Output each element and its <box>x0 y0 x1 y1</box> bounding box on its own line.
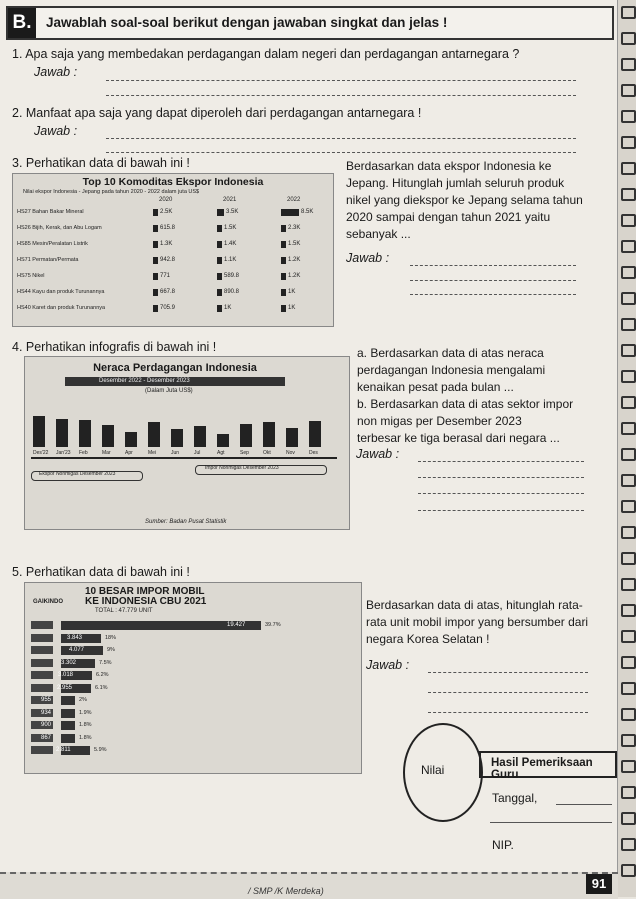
import-percent-label: 6.2% <box>96 672 109 678</box>
spiral-loop <box>621 162 636 175</box>
q4-jawab-label: Jawab : <box>356 447 400 461</box>
import-value-label: 955 <box>41 697 52 703</box>
import-value-label: 19.427 <box>227 622 246 628</box>
commodity-name: HS71 Permatan/Permata <box>17 257 79 263</box>
trade-balance-bar <box>79 420 91 447</box>
q4-answer-line-4[interactable] <box>418 510 584 511</box>
q2-answer-line-2[interactable] <box>106 152 576 153</box>
country-flag-icon <box>31 746 53 754</box>
month-label: Nov <box>286 450 295 456</box>
trade-balance-bar <box>171 429 183 447</box>
month-label: Okt <box>263 450 271 456</box>
description-line: kenaikan pesat pada bulan ... <box>357 380 514 394</box>
q2-jawab-label: Jawab : <box>34 124 78 138</box>
q5-answer-line-3[interactable] <box>428 712 588 713</box>
q4-answer-line-1[interactable] <box>418 461 584 462</box>
commodity-name: HS75 Nikel <box>17 273 45 279</box>
month-label: Des'22 <box>33 450 49 456</box>
description-line: non migas per Desember 2023 <box>357 414 522 428</box>
month-label: Mei <box>148 450 157 456</box>
q4-answer-line-2[interactable] <box>418 477 584 478</box>
teacher-check-title: Hasil Pemeriksaan Guru <box>491 757 593 781</box>
import-percent-label: 7.5% <box>99 659 112 666</box>
trade-balance-bar <box>194 426 206 447</box>
export-bar <box>153 273 158 280</box>
spiral-loop <box>621 344 636 357</box>
figure-title: Top 10 Komoditas Ekspor Indonesia <box>82 176 264 188</box>
tanggal-label: Tanggal, <box>492 791 538 805</box>
commodity-name: HS40 Karet dan produk Turunannya <box>17 305 106 311</box>
export-bar <box>281 225 286 232</box>
question-2: 2. Manfaat apa saja yang dapat diperoleh dari perdagangan antarnegara ! <box>12 106 422 120</box>
spiral-loop <box>621 188 636 201</box>
q3-answer-line-2[interactable] <box>410 280 576 281</box>
import-percent-label: 1.9% <box>79 709 92 716</box>
import-percent-label: 39.7% <box>265 622 281 628</box>
figure-title: Neraca Perdagangan Indonesia <box>93 362 257 374</box>
description-line: terbesar ke tiga berasal dari negara ... <box>357 431 560 445</box>
country-flag-icon <box>31 634 53 642</box>
import-value-label: 3.843 <box>67 634 83 641</box>
description-line: rata unit mobil impor yang bersumber dari <box>366 615 589 629</box>
commodity-name: HS26 Bijih, Kerak, dan Abu Logam <box>17 225 102 231</box>
trade-balance-bar <box>217 434 229 447</box>
import-value-label: 2.955 <box>57 684 73 691</box>
month-label: Apr <box>125 450 133 456</box>
page-number: 91 <box>586 874 612 894</box>
country-flag-icon <box>31 646 53 654</box>
spiral-loop <box>621 370 636 383</box>
q5-answer-line-2[interactable] <box>428 692 588 693</box>
import-value-label: 2.811 <box>56 747 71 753</box>
export-bar <box>217 289 222 296</box>
import-value-label: 934 <box>41 709 52 716</box>
export-bar <box>217 225 222 232</box>
export-value-label: 667.8 <box>160 289 176 295</box>
export-bar <box>217 305 222 312</box>
spiral-loop <box>621 500 636 513</box>
spiral-loop <box>621 552 636 565</box>
year-label: 2021 <box>223 197 237 203</box>
spiral-loop <box>621 6 636 19</box>
description-line: Jepang. Hitunglah jumlah seluruh produk <box>346 176 565 190</box>
import-percent-label: 1.8% <box>79 722 92 728</box>
trade-balance-bar <box>125 432 137 447</box>
country-flag-icon <box>31 621 53 629</box>
q3-answer-line-3[interactable] <box>410 294 576 295</box>
spiral-loop <box>621 136 636 149</box>
spiral-loop <box>621 630 636 643</box>
spiral-loop <box>621 864 636 877</box>
q1-jawab-label: Jawab : <box>34 65 78 79</box>
month-label: Des <box>309 450 318 456</box>
q1-answer-line-2[interactable] <box>106 95 576 96</box>
export-bar <box>281 209 299 216</box>
nilai-label: Nilai <box>421 763 445 777</box>
month-label: Agt <box>217 450 225 456</box>
q3-answer-line-1[interactable] <box>410 265 576 266</box>
export-bar <box>217 257 222 264</box>
trade-balance-bar <box>263 422 275 447</box>
teacher-check-box <box>479 751 617 781</box>
month-label: Jan'23 <box>56 450 71 456</box>
figure-total: TOTAL : 47.779 UNIT <box>95 608 153 614</box>
month-label: Mar <box>102 450 111 456</box>
spiral-loop <box>621 292 636 305</box>
export-value-label: 1K <box>288 305 296 311</box>
month-label: Jul <box>194 450 201 456</box>
spiral-loop <box>621 708 636 721</box>
footer-text: / SMP /K Merdeka) <box>248 886 324 896</box>
export-bar <box>153 225 158 232</box>
trade-balance-bar <box>240 424 252 447</box>
description-line: sebanyak ... <box>346 227 411 241</box>
description-line: b. Berdasarkan data di atas sektor impor <box>357 397 574 411</box>
question-1: 1. Apa saja yang membedakan perdagangan dalam negeri dan perdagangan antarnegara ? <box>12 47 520 61</box>
trade-balance-bar <box>286 428 298 447</box>
description-line: Berdasarkan data di atas, hitunglah rata- <box>366 598 583 612</box>
export-value-label: 2.3K <box>288 225 301 231</box>
brand-logo: GAIKINDO <box>33 599 63 605</box>
export-value-label: 1.5K <box>224 225 237 231</box>
section-title: Jawablah soal-soal berikut dengan jawaban singkat dan jelas ! <box>46 15 448 30</box>
export-bar <box>281 257 286 264</box>
question-4: 4. Perhatikan infografis di bawah ini ! <box>12 340 217 354</box>
export-value-label: 1K <box>224 305 232 311</box>
import-percent-label: 18% <box>105 634 117 641</box>
spiral-loop <box>621 58 636 71</box>
description-line: Berdasarkan data ekspor Indonesia ke <box>346 159 552 173</box>
country-flag-icon <box>31 684 53 692</box>
description-line: nikel yang diekspor ke Jepang selama tahun <box>346 193 583 207</box>
spiral-loop <box>621 396 636 409</box>
trade-balance-infographic <box>24 356 350 530</box>
year-label: 2020 <box>159 197 173 203</box>
description-line: negara Korea Selatan ! <box>366 632 490 646</box>
spiral-loop <box>621 526 636 539</box>
country-flag-icon <box>31 659 53 667</box>
q1-answer-line-1[interactable] <box>106 80 576 81</box>
export-value-label: 1.2K <box>288 273 301 279</box>
import-percent-label: 1.8% <box>79 734 92 741</box>
spiral-loop <box>621 760 636 773</box>
export-value-label: 1.3K <box>160 241 173 247</box>
spiral-loop <box>621 318 636 331</box>
export-bar <box>281 289 286 296</box>
export-value-label: 771 <box>160 273 171 279</box>
import-bar <box>61 709 75 718</box>
description-line: perdagangan Indonesia mengalami <box>357 363 546 377</box>
month-label: Jun <box>171 450 180 456</box>
q4-answer-line-3[interactable] <box>418 493 584 494</box>
export-bar <box>153 305 158 312</box>
import-value-label: 3.018 <box>58 672 74 678</box>
description-line: a. Berdasarkan data di atas neraca <box>357 346 544 360</box>
export-value-label: 2.5K <box>160 209 173 215</box>
spiral-loop <box>621 84 636 97</box>
figure-source: Sumber: Badan Pusat Statistik <box>145 519 227 525</box>
spiral-loop <box>621 786 636 799</box>
spiral-loop <box>621 604 636 617</box>
q5-answer-line-1[interactable] <box>428 672 588 673</box>
export-bar <box>153 241 158 248</box>
import-percent-label: 6.1% <box>95 684 108 691</box>
export-value-label: 942.8 <box>160 257 176 263</box>
spiral-loop <box>621 734 636 747</box>
section-badge: B. <box>8 8 36 38</box>
spiral-loop <box>621 812 636 825</box>
import-percent-label: 9% <box>107 647 115 653</box>
month-label: Sep <box>240 450 249 456</box>
spiral-loop <box>621 448 636 461</box>
export-bar <box>153 209 158 216</box>
import-value-label: 3.302 <box>61 659 77 666</box>
question-3: 3. Perhatikan data di bawah ini ! <box>12 156 190 170</box>
q2-answer-line-1[interactable] <box>106 138 576 139</box>
export-bar <box>217 241 222 248</box>
spiral-loop <box>621 578 636 591</box>
spiral-loop <box>621 240 636 253</box>
import-value-label: 900 <box>41 722 52 728</box>
question-5: 5. Perhatikan data di bawah ini ! <box>12 565 190 579</box>
country-flag-icon <box>31 671 53 679</box>
export-value-label: 615.8 <box>160 225 176 231</box>
import-bar <box>61 696 75 705</box>
import-percent-label: 2% <box>79 697 87 703</box>
import-percent-label: 5.9% <box>94 747 107 753</box>
export-value-label: 705.9 <box>160 305 176 311</box>
trade-balance-bar <box>148 422 160 447</box>
import-value-label: 867 <box>41 734 52 741</box>
q5-jawab-label: Jawab : <box>366 658 410 672</box>
nip-label: NIP. <box>492 838 514 852</box>
export-commodity-figure <box>12 173 334 327</box>
car-import-figure <box>24 582 362 774</box>
commodity-name: HS27 Bahan Bakar Mineral <box>17 209 84 215</box>
spiral-loop <box>621 266 636 279</box>
year-label: 2022 <box>287 197 301 203</box>
figure-title-2: KE INDONESIA CBU 2021 <box>85 596 207 607</box>
import-value-label: 4.077 <box>69 647 85 653</box>
spiral-loop <box>621 656 636 669</box>
export-bar <box>281 305 286 312</box>
export-bar <box>153 289 158 296</box>
section-header <box>6 6 614 40</box>
spiral-loop <box>621 838 636 851</box>
signature-line[interactable] <box>490 822 612 823</box>
spiral-loop <box>621 214 636 227</box>
commodity-name: HS44 Kayu dan produk Turunannya <box>17 289 105 295</box>
import-bar <box>61 721 75 730</box>
spiral-loop <box>621 32 636 45</box>
trade-balance-bar <box>309 421 321 447</box>
commodity-name: HS85 Mesin/Peralatan Listrik <box>17 241 88 247</box>
export-value-label: 1.1K <box>224 257 237 263</box>
export-bar <box>217 209 224 216</box>
trade-balance-bar <box>56 419 68 447</box>
spiral-binding <box>617 0 636 897</box>
export-value-label: 890.8 <box>224 289 240 295</box>
nilai-circle <box>403 723 483 822</box>
export-bar <box>281 273 286 280</box>
q3-jawab-label: Jawab : <box>346 251 390 265</box>
month-label: Feb <box>79 450 88 456</box>
export-value-label: 1.2K <box>288 257 301 263</box>
export-box-label: Ekspor Nonmigas Desember 2023 <box>39 471 116 477</box>
baseline <box>31 457 337 459</box>
import-box-label: Impor Nonmigas Desember 2023 <box>205 465 279 471</box>
trade-balance-bar <box>33 416 45 447</box>
export-value-label: 589.8 <box>224 273 240 279</box>
export-value-label: 1.4K <box>224 241 237 247</box>
export-bar <box>281 241 286 248</box>
spiral-loop <box>621 682 636 695</box>
export-value-label: 1.5K <box>288 241 301 247</box>
trade-balance-bar <box>102 425 114 447</box>
figure-subtitle: Nilai ekspor Indonesia - Jepang pada tahun 2020 - 2022 dalam juta US$ <box>23 189 200 195</box>
description-line: 2020 sampai dengan tahun 2021 yaitu <box>346 210 551 224</box>
tanggal-line[interactable] <box>556 804 612 805</box>
figure-title-1: 10 BESAR IMPOR MOBIL <box>85 586 205 597</box>
export-bar <box>153 257 158 264</box>
export-value-label: 3.5K <box>226 209 239 215</box>
export-value-label: 1K <box>288 289 296 295</box>
spiral-loop <box>621 422 636 435</box>
import-bar <box>61 734 75 743</box>
figure-unit: (Dalam Juta US$) <box>145 388 193 394</box>
spiral-loop <box>621 110 636 123</box>
spiral-loop <box>621 474 636 487</box>
figure-banner-text: Desember 2022 - Desember 2023 <box>99 378 190 384</box>
export-value-label: 8.5K <box>301 209 314 215</box>
export-bar <box>217 273 222 280</box>
